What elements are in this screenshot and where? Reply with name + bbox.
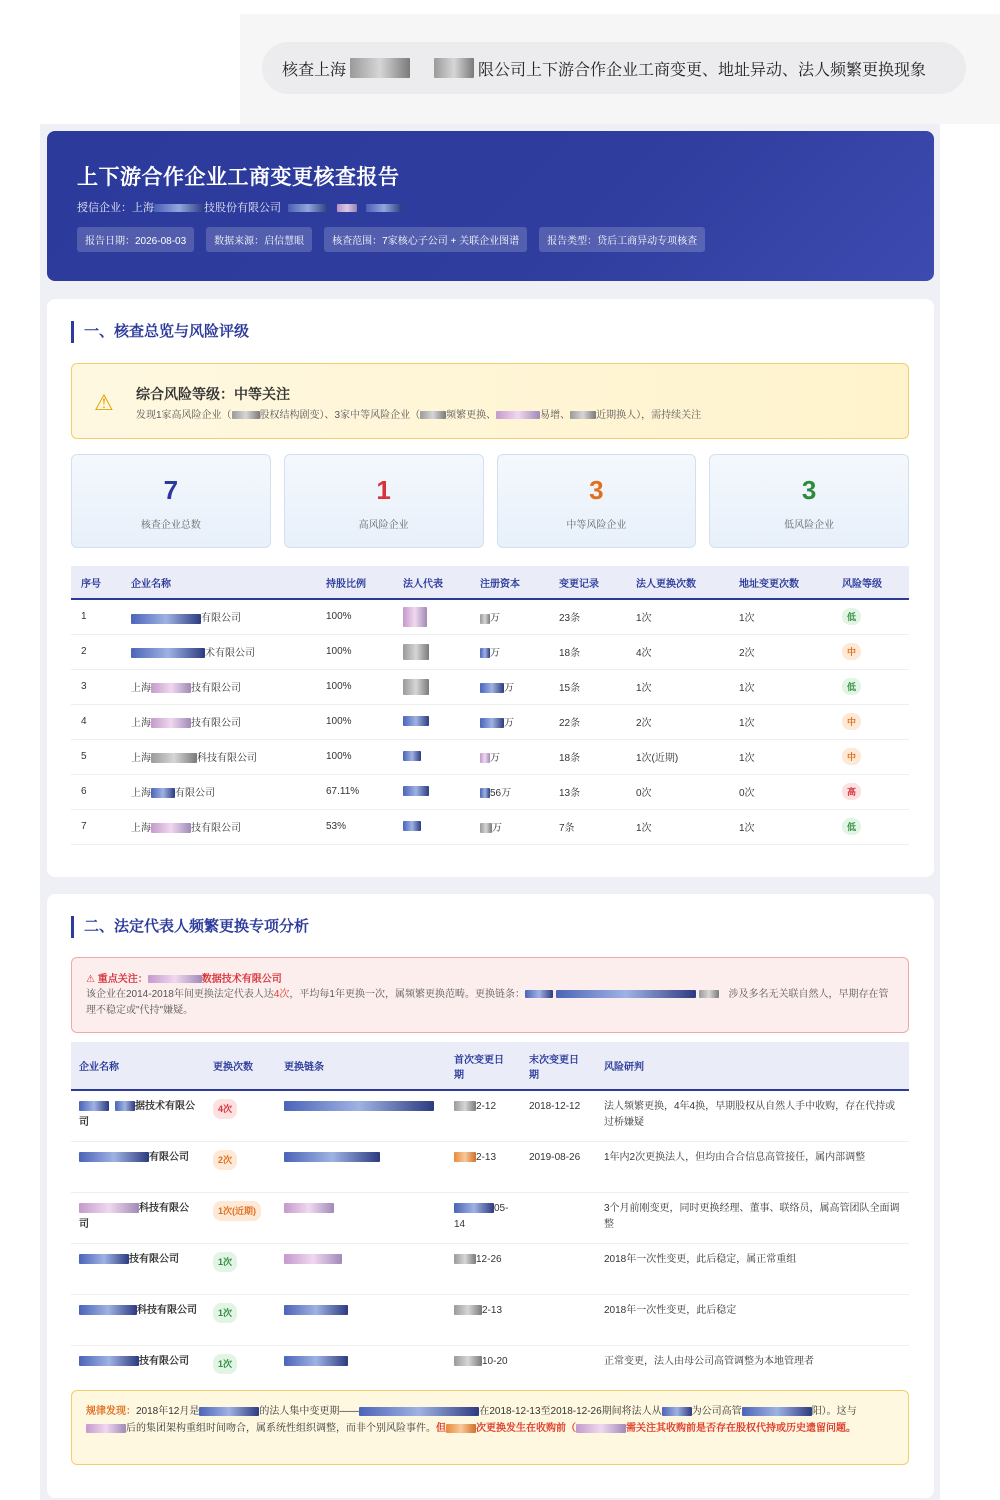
risk-level-description: 发现1家高风险企业（ 股权结构剧变）、3家中等风险企业（ 频繁更换、 易增、 近期换人），需持续关注	[136, 410, 702, 421]
report-subject: 授信企业：上海 技股份有限公司	[77, 199, 904, 215]
section-title: 二、法定代表人频繁更换专项分析	[71, 916, 309, 938]
table-row: 据技术有限公司 4次 2-12 2018-12-12 法人频繁更换，4年4换，早期股权从自然人手中收购，存在代持或过桥嫌疑	[71, 1090, 909, 1141]
overview-section	[47, 299, 934, 877]
report-date-tag: 报告日期：2026-08-03	[77, 227, 194, 252]
table-row: 6 上海 有限公司 67.11% 56万 13条 0次 0次 高	[71, 774, 909, 809]
data-source-tag: 数据来源：启信慧眼	[206, 227, 312, 252]
table-row: 3 上海 技有限公司 100% 万 15条 1次 1次 低	[71, 669, 909, 704]
report-tags	[77, 227, 904, 252]
legal-rep-analysis-section	[47, 894, 934, 1498]
stat-mid-risk: 3 中等风险企业	[497, 454, 697, 548]
table-row: 2 术有限公司 100% 万 18条 4次 2次 中	[71, 634, 909, 669]
pattern-finding-box: 规律发现：2018年12月是 的法人集中变更期—— 在2018-12-13至2018-12-26期间将法人从 为公司高管 阳）。这与后的集团架构重组时间吻合，属系统性组织调整，而非个别风险事件。但 次更换发生在收购前（ 需关注其收购前是否存在股权代持或历史遗留问题。	[71, 1390, 909, 1465]
warning-icon: ⚠	[94, 390, 114, 415]
query-text-end: 限公司上下游合作企业工商变更、地址异动、法人频繁更换现象	[478, 61, 927, 79]
query-text-start: 核查上海	[282, 61, 347, 79]
alert-body: 该企业在2014-2018年间更换法定代表人达4次，平均每1年更换一次，属频繁更换范畴。更换链条： 涉及多名无关联自然人，早期存在管理不稳定或"代持"嫌疑。	[86, 989, 889, 1016]
table-row: 科技有限公司 1次(近期) 05-14 3个月前刚变更，同时更换经理、董事、联络员，属高管团队全面调整	[71, 1192, 909, 1243]
table-row: 7 上海 技有限公司 53% 万 7条 1次 1次 低	[71, 809, 909, 844]
table-row: 科技有限公司 1次 2-13 2018年一次性变更，此后稳定	[71, 1294, 909, 1345]
section-title: 一、核查总览与风险评级	[71, 321, 249, 343]
report-title: 上下游合作企业工商变更核查报告	[77, 166, 400, 189]
redacted-block	[350, 58, 410, 78]
stat-total: 7 核查企业总数	[71, 454, 271, 548]
alert-title: ⚠ 重点关注： 数据技术有限公司	[86, 974, 282, 985]
table-row: 技有限公司 1次 10-20 正常变更，法人由母公司高管调整为本地管理者	[71, 1345, 909, 1396]
legal-rep-change-table: 企业名称 更换次数 更换链条 首次变更日期 末次变更日期 风险研判 据技术有限公司 4次 2-12 2018-12-12 法人频繁更换，4年4换，早期股权从自然人手中收购，存在代持或过桥嫌疑 有限公司 2次 2-13 2019-08-26 1年内2次更换法人，但均由合合信息高管接任，属内部调整 科技有限公司 1次(近期) 05-14 3个月前刚变更，同时更换经理、董事、联络员，属高管团队全面调整 技有限公司 1次 12-26 2018年一次性变更，此后稳定，属正常重组 科技有限公司 1次 2-13 2018年一次性变更，此后稳定 技有限公司 1次 10-20 正常变更，法人由母公司高管调整为本地管理者	[71, 1042, 909, 1397]
table-row: 5 上海 科技有限公司 100% 万 18条 1次(近期) 1次 中	[71, 739, 909, 774]
company-overview-table: 序号 企业名称 持股比例 法人代表 注册资本 变更记录 法人更换次数 地址变更次数 风险等级 1 有限公司 100% 万 23条 1次 1次 低 2 术有限公司 100% 万 18条 4次 2次 中 3 上海 技有限公司 100% 万 15条 1次 1次 低 4 上海 技有限公司 100% 万 22条 2次 1次 中 5 上海 科技有限公司 100% 万 18条 1次(近期) 1次 中 6 上海 有限公司 67.11% 56万 13条 0次 0次 高 7 上海 技有限公司 53% 万 7条 1次 1次 低	[71, 566, 909, 845]
risk-level-banner	[71, 363, 909, 439]
report-header	[47, 131, 934, 281]
stat-high-risk: 1 高风险企业	[284, 454, 484, 548]
stat-low-risk: 3 低风险企业	[709, 454, 909, 548]
stats-row	[71, 454, 909, 548]
table-row: 4 上海 技有限公司 100% 万 22条 2次 1次 中	[71, 704, 909, 739]
user-query-bubble	[262, 42, 966, 94]
table-row: 有限公司 2次 2-13 2019-08-26 1年内2次更换法人，但均由合合信息高管接任，属内部调整	[71, 1141, 909, 1192]
redacted-block	[434, 58, 474, 78]
table-row: 1 有限公司 100% 万 23条 1次 1次 低	[71, 599, 909, 634]
report-type-tag: 报告类型：贷后工商异动专项核查	[539, 227, 705, 252]
table-row: 技有限公司 1次 12-26 2018年一次性变更，此后稳定，属正常重组	[71, 1243, 909, 1294]
scope-tag: 核查范围：7家核心子公司 + 关联企业图谱	[324, 227, 527, 252]
warning-icon: ⚠	[86, 974, 98, 985]
risk-level-title: 综合风险等级：中等关注	[136, 386, 290, 402]
focus-alert	[71, 957, 909, 1033]
